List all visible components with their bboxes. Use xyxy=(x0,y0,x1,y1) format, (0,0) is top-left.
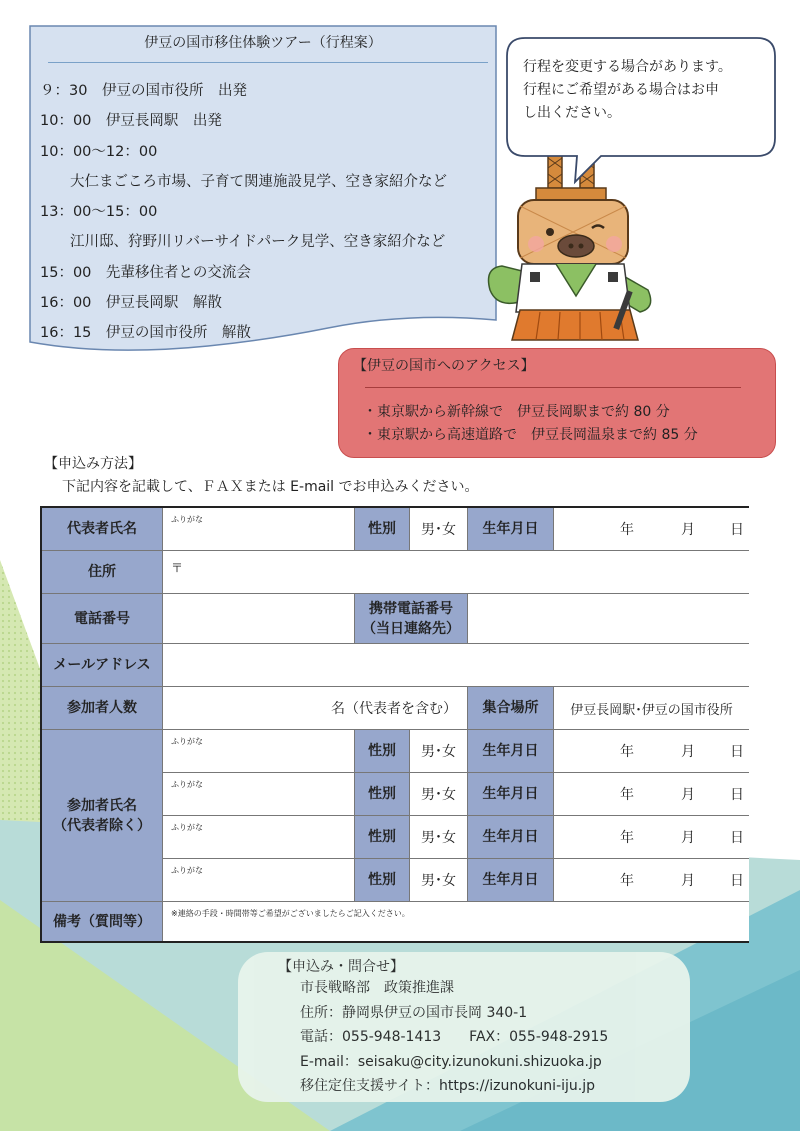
furigana-label: ふりがな xyxy=(171,866,203,875)
contact-website-link[interactable]: 移住定住支援サイト：https://izunokuni-iju.jp xyxy=(300,1078,595,1094)
itinerary-item: 16：15 伊豆の国市役所 解散 xyxy=(40,325,251,342)
label-gender: 性別 xyxy=(355,859,410,902)
contact-lines xyxy=(300,976,608,1099)
label-birthdate: 生年月日 xyxy=(468,816,554,859)
itinerary-item: ９：30 伊豆の国市役所 出発 xyxy=(40,83,247,99)
year-label: 年 xyxy=(620,787,634,803)
day-label: 日 xyxy=(730,873,744,889)
label-birthdate: 生年月日 xyxy=(468,730,554,773)
contact-address: 住所：静岡県伊豆の国市長岡 340-1 xyxy=(300,1004,528,1021)
month-label: 月 xyxy=(681,873,695,889)
participant-name-field[interactable] xyxy=(163,859,355,902)
participant-name-field[interactable] xyxy=(163,730,355,773)
label-birthdate: 生年月日 xyxy=(468,859,554,902)
access-title: 【伊豆の国市へのアクセス】 xyxy=(353,358,535,374)
contact-box xyxy=(238,952,690,1102)
birthdate-field[interactable] xyxy=(554,508,749,551)
meeting-place-value: 伊豆長岡駅･伊豆の国市役所 xyxy=(554,687,749,730)
label-phone: 電話番号 xyxy=(42,594,163,644)
itinerary-title: 伊豆の国市移住体験ツアー（行程案） xyxy=(144,35,382,51)
email-field[interactable] xyxy=(163,644,749,687)
access-info-box xyxy=(338,348,776,458)
itinerary-item: 10：00 伊豆長岡駅 出発 xyxy=(40,113,222,130)
postal-mark: 〒 xyxy=(171,561,184,575)
year-label: 年 xyxy=(620,873,634,889)
gender-options[interactable]: 男･女 xyxy=(410,773,468,816)
access-list xyxy=(363,401,698,447)
label-meeting-place: 集合場所 xyxy=(468,687,554,730)
label-rep-name: 代表者氏名 xyxy=(42,508,163,551)
label-mobile-line2: （当日連絡先） xyxy=(362,620,460,637)
month-label: 月 xyxy=(681,787,695,803)
label-mobile xyxy=(355,594,468,644)
day-label: 日 xyxy=(730,522,744,538)
label-birthdate: 生年月日 xyxy=(468,508,554,551)
speech-line: し出ください。 xyxy=(523,105,621,121)
itinerary-item-detail: 江川邸、狩野川リバーサイドパーク見学、空き家紹介など xyxy=(70,234,446,251)
label-birthdate: 生年月日 xyxy=(468,773,554,816)
phone-field[interactable] xyxy=(163,594,355,644)
month-label: 月 xyxy=(681,744,695,760)
itinerary-item-detail: 大仁まごころ市場、子育て関連施設見学、空き家紹介など xyxy=(70,173,447,190)
remarks-note: ※連絡の手段・時間帯等ご希望がございましたらご記入ください。 xyxy=(171,909,410,918)
itinerary-item: 10：00〜12：00 xyxy=(40,143,158,160)
label-mobile-line1: 携帯電話番号 xyxy=(369,600,453,617)
contact-email-link[interactable]: E-mail：seisaku@city.izunokuni.shizuoka.jp xyxy=(300,1053,602,1070)
speech-line: 行程を変更する場合があります。 xyxy=(523,59,732,75)
speech-line: 行程にご希望がある場合はお申 xyxy=(523,82,719,98)
label-participant-names-line2: （代表者除く） xyxy=(53,817,151,834)
year-label: 年 xyxy=(620,522,634,538)
speech-bubble-text xyxy=(523,56,763,125)
label-gender: 性別 xyxy=(355,773,410,816)
birthdate-field[interactable] xyxy=(554,816,749,859)
birthdate-field[interactable] xyxy=(554,773,749,816)
access-item: ・東京駅から高速道路で 伊豆長岡温泉まで約 85 分 xyxy=(363,427,698,443)
contact-phone-fax: 電話：055-948-1413 FAX：055-948-2915 xyxy=(300,1029,609,1045)
itinerary-item: 13：00〜15：00 xyxy=(40,204,158,221)
month-label: 月 xyxy=(681,522,695,538)
speech-bubble xyxy=(505,36,777,158)
furigana-label: ふりがな xyxy=(171,515,203,524)
label-gender: 性別 xyxy=(355,816,410,859)
day-label: 日 xyxy=(730,787,744,803)
participant-name-field[interactable] xyxy=(163,816,355,859)
itinerary-list xyxy=(40,76,500,349)
label-participants-count: 参加者人数 xyxy=(42,687,163,730)
month-label: 月 xyxy=(681,830,695,846)
gender-options[interactable]: 男･女 xyxy=(410,816,468,859)
label-participant-names-line1: 参加者氏名 xyxy=(67,797,137,814)
apply-description: 下記内容を記載して、ＦＡＸまたは E-mail でお申込みください。 xyxy=(62,479,479,495)
day-label: 日 xyxy=(730,830,744,846)
itinerary-divider xyxy=(48,62,488,63)
label-gender: 性別 xyxy=(355,508,410,551)
furigana-label: ふりがな xyxy=(171,780,203,789)
application-form xyxy=(40,506,749,943)
access-divider xyxy=(365,387,741,388)
mobile-field[interactable] xyxy=(468,594,749,644)
day-label: 日 xyxy=(730,744,744,760)
participant-name-field[interactable] xyxy=(163,773,355,816)
gender-options[interactable]: 男･女 xyxy=(410,859,468,902)
itinerary-item: 15：00 先輩移住者との交流会 xyxy=(40,264,251,281)
access-item: ・東京駅から新幹線で 伊豆長岡駅まで約 80 分 xyxy=(363,404,670,420)
rep-name-field[interactable] xyxy=(163,508,355,551)
gender-options[interactable]: 男･女 xyxy=(410,508,468,551)
contact-title: 【申込み・問合せ】 xyxy=(278,959,404,975)
year-label: 年 xyxy=(620,830,634,846)
furigana-label: ふりがな xyxy=(171,823,203,832)
label-gender: 性別 xyxy=(355,730,410,773)
year-label: 年 xyxy=(620,744,634,760)
gender-options[interactable]: 男･女 xyxy=(410,730,468,773)
label-participant-names xyxy=(42,730,163,902)
contact-department: 市長戦略部 政策推進課 xyxy=(300,980,454,996)
birthdate-field[interactable] xyxy=(554,859,749,902)
furigana-label: ふりがな xyxy=(171,737,203,746)
participants-count-field[interactable]: 名（代表者を含む） xyxy=(163,687,468,730)
address-field[interactable] xyxy=(163,551,749,594)
itinerary-item: 16：00 伊豆長岡駅 解散 xyxy=(40,295,222,312)
label-email: メールアドレス xyxy=(42,644,163,687)
remarks-field[interactable] xyxy=(163,902,749,941)
apply-heading: 【申込み方法】 xyxy=(44,456,142,472)
label-address: 住所 xyxy=(42,551,163,594)
birthdate-field[interactable] xyxy=(554,730,749,773)
label-remarks: 備考（質問等） xyxy=(42,902,163,941)
itinerary-panel xyxy=(28,24,498,354)
